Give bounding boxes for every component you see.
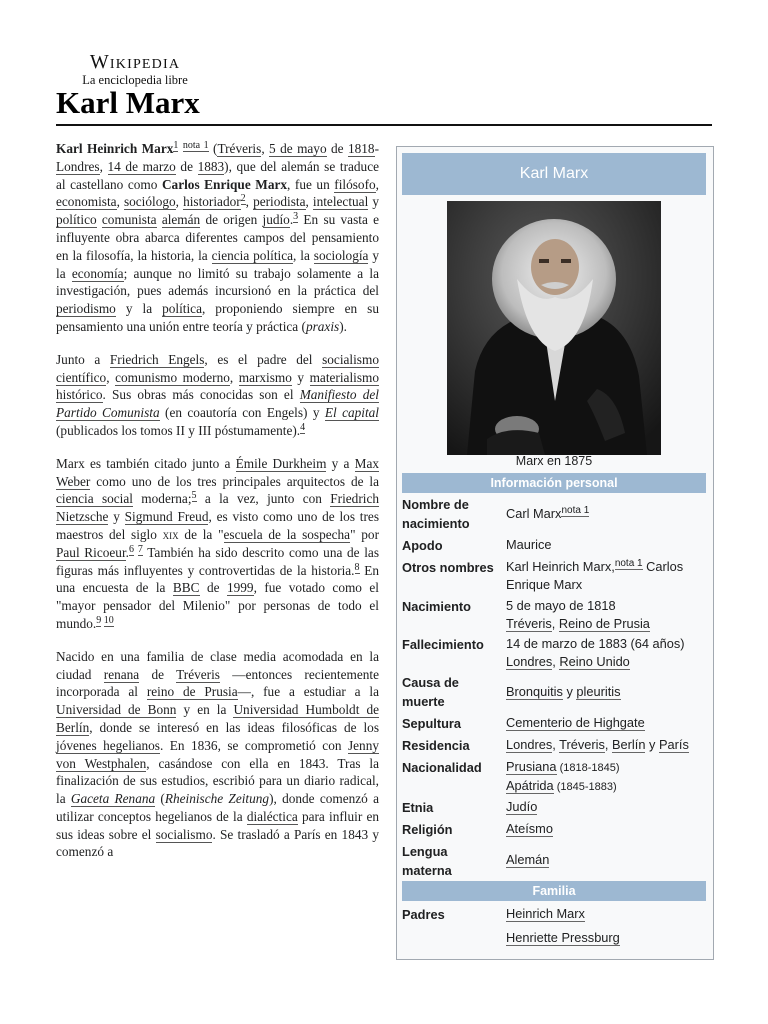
link-1883[interactable]: 1883 [197,158,225,174]
text: , fue votado como el "mayor pensador del Milenio" por personas de todo el mundo. [56,580,379,631]
link-highgate[interactable]: Cementerio de Highgate [506,715,645,730]
text: ), que del alemán se traduce al castellano como [56,158,379,192]
paragraph-intro [56,140,379,336]
text: , [116,194,124,210]
link-marxismo[interactable]: marxismo [238,369,292,385]
link-judio[interactable]: judío [262,212,290,228]
text: y la [56,247,379,281]
text: (en coautoría con Engels) y [159,405,325,421]
text: de [326,141,348,156]
link-socialismo[interactable]: socialismo [155,826,213,842]
text: (1818-1845) [556,762,620,774]
text: , es el padre del [204,351,323,367]
text: , la [293,247,314,263]
link-1818[interactable]: 1818 [347,141,375,156]
value-religion [506,820,706,838]
value-ethnicity [506,798,706,816]
link-dialectica[interactable]: dialéctica [246,808,298,824]
text: 14 de marzo de 1883 (64 años) [506,636,685,651]
label-other-names: Otros nombres [402,560,494,575]
label-birth-name: Nombre de nacimiento [402,497,470,531]
text: , proponiendo siempre en su pensamiento una unión entre teoría y práctica ( [56,301,379,334]
link-periodista[interactable]: periodista [253,194,306,210]
text: . Sus obras más conocidas son el [102,387,300,403]
link-freud[interactable]: Sigmund Freud [124,509,209,525]
link-economista[interactable]: economista [56,194,117,210]
text: y la [115,301,163,317]
link-friedrich-engels[interactable]: Friedrich Engels [109,351,205,367]
label-residence: Residencia [402,738,470,753]
value-other-names [506,558,706,594]
text: , [99,158,108,174]
logo-wordmark: Wikipedia [89,51,181,73]
text: —, fue a estudiar a la [237,684,379,700]
link-materialismo-historico[interactable]: materialismo histórico [56,369,380,403]
text: , [305,194,313,210]
praxis-term: praxis [305,318,340,334]
ref-8[interactable]: 8 [354,561,360,573]
text: y [291,369,310,385]
link-gaceta-renana[interactable]: Gaceta Renana [70,791,156,807]
logo-tagline: La enciclopedia libre [82,73,188,87]
link-max-weber[interactable]: Max Weber [56,455,379,489]
text: de [175,158,198,174]
ref-2[interactable]: 2 [240,193,246,205]
link-manifiesto[interactable]: Manifiesto del Partido Comunista [56,387,379,421]
link-paul-ricoeur[interactable]: Paul Ricoeur [56,544,126,560]
text: y en la [176,702,234,718]
text: . Se trasladó a París en 1843 y comenzó a [56,826,379,860]
link-heinrich-marx[interactable]: Heinrich Marx [506,906,585,921]
ref-nota-1[interactable]: nota 1 [182,140,209,151]
label-parents: Padres [402,907,445,922]
text: y [368,194,379,210]
ref-4[interactable]: 4 [300,421,306,433]
link-prusiana[interactable]: Prusiana [506,759,557,774]
link-universidad-bonn[interactable]: Universidad de Bonn [56,702,177,718]
link-el-capital[interactable]: El capital [324,405,380,421]
link-periodismo[interactable]: periodismo [56,301,116,317]
label-birth: Nacimiento [402,599,471,614]
link-universidad-humboldt[interactable]: Universidad Humboldt de Berlín [56,702,379,735]
text: Karl Heinrich Marx, [506,559,615,574]
link-sociologo[interactable]: sociólogo [123,194,176,210]
portrait-photo[interactable] [447,201,661,455]
text: , [551,616,559,631]
label-burial: Sepultura [402,716,462,731]
text: ( [155,791,165,807]
text: , [375,176,379,192]
text: " por [350,526,379,542]
text: , [552,737,560,752]
text: de origen [200,212,263,228]
text: , [552,654,560,669]
ref-6[interactable]: 6 [128,543,134,555]
text: ; aunque no limitó su trabajo solamente a la investigación, pues además incursionó en la práctica del [56,265,380,299]
ref-nota-1[interactable]: nota 1 [614,558,643,569]
label-religion: Religión [402,822,453,837]
link-comunismo-moderno[interactable]: comunismo moderno [115,369,230,385]
title-divider [56,124,712,126]
label-nickname: Apodo [402,538,443,553]
ref-1[interactable]: 1 [173,140,179,151]
label-mother-tongue: Lengua materna [402,844,452,878]
paragraph-influence [56,455,379,633]
link-historiador[interactable]: historiador [183,194,241,210]
link-bbc[interactable]: BBC [172,580,200,596]
link-comunista[interactable]: comunista [101,212,157,228]
label-cause-of-death: Causa de muerte [402,675,459,709]
link-14-de-marzo[interactable]: 14 de marzo [107,158,176,174]
text: para influir en sus ideas sobre el [56,808,379,842]
ref-9[interactable]: 9 [96,614,102,626]
text: . [289,212,294,228]
link-reino-unido[interactable]: Reino Unido [559,654,630,669]
value-residence [506,736,706,754]
text: , [229,369,239,385]
text: Junto a [56,351,110,367]
value-cause-of-death [506,683,706,701]
link-berlin[interactable]: Berlín [612,737,646,752]
label-death: Fallecimiento [402,637,484,652]
german-title: Rheinische Zeitung [164,791,270,807]
infobox [396,146,714,960]
link-ateismo[interactable]: Ateísmo [506,821,553,836]
link-ciencia-politica[interactable]: ciencia política [211,247,294,263]
paragraph-early-life [56,648,379,862]
text: de [199,580,227,596]
link-londres[interactable]: Londres [506,654,553,669]
value-death [506,635,706,671]
link-durkheim[interactable]: Émile Durkheim [235,455,327,471]
infobox-title: Karl Marx [402,153,706,195]
value-birth-name [506,505,706,523]
text: ). [339,318,347,334]
link-londres[interactable]: Londres [56,158,100,174]
text: . En 1836, se comprometió con [159,737,348,753]
text: Nacido en una familia de clase media acomodada en la ciudad [56,648,379,682]
text: Marx es también citado junto a [56,455,236,471]
text: , [106,369,116,385]
link-intelectual[interactable]: intelectual [312,194,369,210]
text: de [139,666,177,682]
link-jenny-westphalen[interactable]: Jenny von Westphalen [56,737,379,771]
label-ethnicity: Etnia [402,800,434,815]
text: , [604,737,613,752]
section-header-personal: Información personal [402,473,706,493]
link-5-de-mayo[interactable]: 5 de mayo [269,141,327,156]
text: , [175,194,184,210]
text: y [108,509,125,525]
link-treveris[interactable]: Tréveris [559,737,605,752]
ref-7[interactable]: 7 [137,543,143,555]
page-title: Karl Marx [56,85,200,120]
link-apatrida[interactable]: Apátrida [506,778,554,793]
text: , casándose con ella en 1843. Tras la finalización de sus estudios, escribió para un diario radical, la [56,755,379,807]
link-reino-prusia[interactable]: Reino de Prusia [558,616,650,631]
link-politico[interactable]: político [56,212,97,228]
ref-nota-1[interactable]: nota 1 [561,505,590,516]
link-treveris[interactable]: Tréveris [506,616,552,631]
century-numeral: xix [162,526,179,542]
link-nietzsche[interactable]: Friedrich Nietzsche [56,491,379,525]
text: como uno de los tres principales arquitectos de la [90,473,379,489]
text: , es visto como uno de los tres maestros del siglo [56,509,379,542]
text: También ha sido descrito como una de las figuras más influyentes y controvertidas de la historia. [56,544,379,578]
link-politica[interactable]: política [162,301,202,317]
link-judio[interactable]: Judío [506,799,538,814]
paragraph-engels [56,351,379,440]
text: 5 de mayo de 1818 [506,598,616,613]
text: , [261,141,270,156]
section-header-family: Familia [402,881,706,901]
text: ), donde comenzó a utilizar conceptos hegelianos de la [56,791,379,824]
text: moderna; [132,491,192,507]
ref-10[interactable]: 10 [103,614,114,626]
value-birth [506,597,706,633]
text: y [562,684,577,699]
link-jovenes-hegelianos[interactable]: jóvenes hegelianos [56,737,160,753]
text: , donde se interesó en las ideas filosóficas de los [89,719,379,735]
link-aleman[interactable]: alemán [161,212,201,228]
portrait-photo-image [447,201,661,455]
link-pleuritis[interactable]: pleuritis [576,684,621,699]
spanish-name: Carlos Enrique Marx [161,176,288,192]
link-reino-prusia[interactable]: reino de Prusia [146,684,238,700]
link-aleman[interactable]: Alemán [506,852,550,867]
portrait-caption: Marx en 1875 [515,454,593,468]
value-nickname: Maurice [506,537,552,552]
value-burial [506,714,706,732]
text: —entonces recientemente incorporada al [56,666,379,700]
link-filosofo[interactable]: filósofo [334,176,376,192]
text: Carl Marx [506,506,562,521]
text: , fue un [287,176,335,192]
wikipedia-logo[interactable] [76,51,194,87]
value-parents [506,905,706,947]
text: - [374,141,380,156]
link-paris[interactable]: París [658,737,689,752]
text: En una encuesta de la [56,562,379,596]
value-nationality [506,758,706,796]
text: En su vasta e influyente obra abarca diferentes campos del pensamiento en la filosofía, la historia, la [56,212,380,263]
text: y a [326,455,355,471]
text: (1845-1883) [553,781,617,793]
text: Carlos Enrique Marx [506,559,684,592]
link-treveris[interactable]: Tréveris [217,141,262,156]
link-bronquitis[interactable]: Bronquitis [506,684,563,699]
label-nationality: Nacionalidad [402,760,482,775]
text: y [645,737,659,752]
link-treveris-2[interactable]: Tréveris [176,666,220,682]
text: (publicados los tomos II y III póstumamente). [56,422,301,438]
link-economia[interactable]: economía [71,265,124,281]
link-henriette-pressburg[interactable]: Henriette Pressburg [506,930,620,945]
link-sociologia[interactable]: sociología [313,247,369,263]
link-1999[interactable]: 1999 [226,580,254,596]
article-body [56,140,379,876]
link-renana[interactable]: renana [103,666,140,682]
text: . [125,544,129,560]
text: a la vez, junto con [196,491,331,507]
text: de la " [178,526,224,542]
text: ( [208,141,218,156]
text: , [245,194,254,210]
link-socialismo-cientifico[interactable]: socialismo científico [56,351,379,385]
link-ciencia-social[interactable]: ciencia social [56,491,133,507]
link-escuela-sospecha[interactable]: escuela de la sospecha [223,526,351,542]
subject-name: Karl Heinrich Marx [56,141,174,156]
value-mother-tongue [506,851,706,869]
link-londres[interactable]: Londres [506,737,553,752]
ref-5[interactable]: 5 [191,490,197,502]
ref-3[interactable]: 3 [293,211,299,223]
